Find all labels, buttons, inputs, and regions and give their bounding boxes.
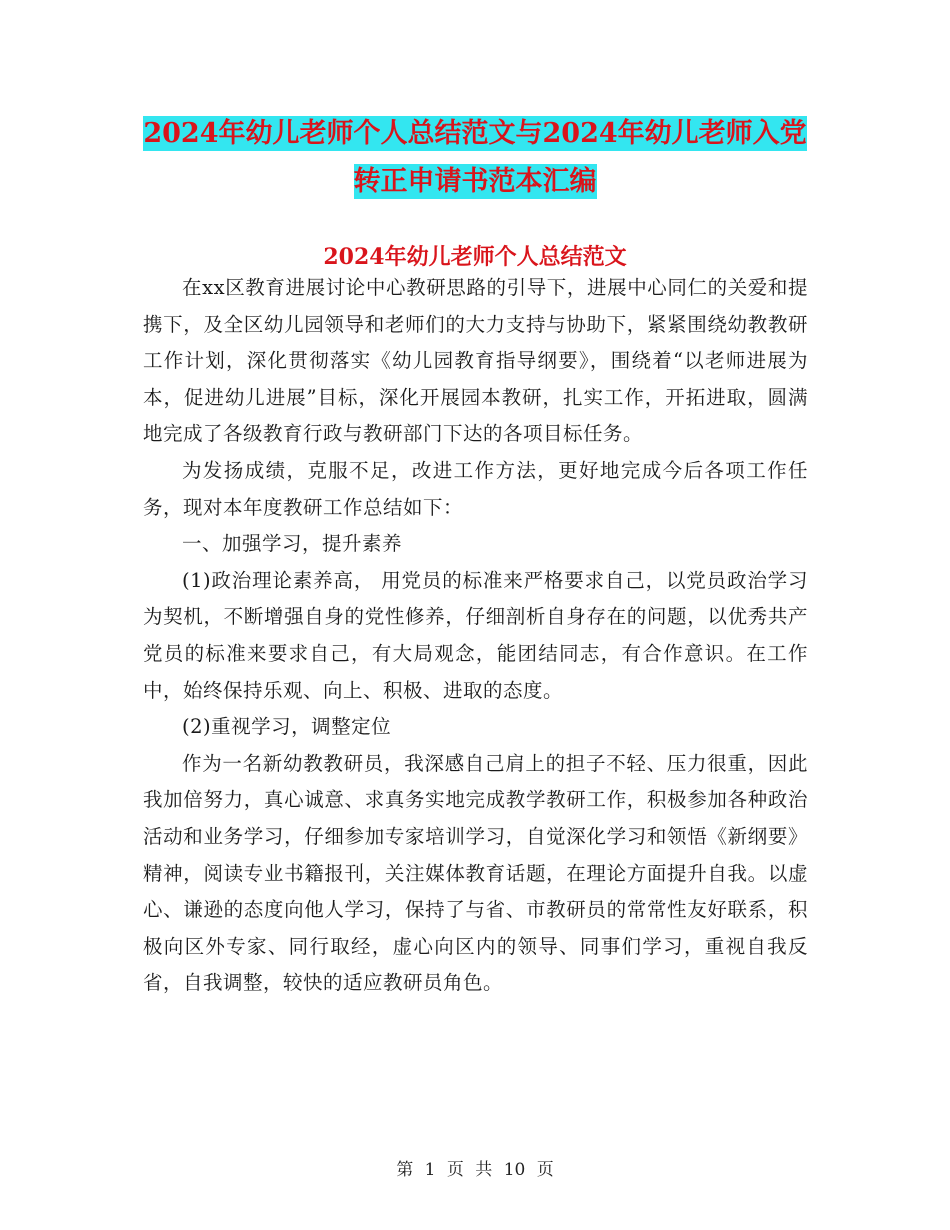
section-title: 2024年幼儿老师个人总结范文 [323,244,627,270]
paragraph: 作为一名新幼教教研员，我深感自己肩上的担子不轻、压力很重，因此我加倍努力，真心诚意、求真务实地完成教学教研工作，积极参加各种政治活动和业务学习，仔细参加专家培训学习，自觉深化学习和领悟《新纲要》精神，阅读专业书籍报刊，关注媒体教育话题，在理论方面提升自我。以虚心、谦逊的态度向他人学习，保持了与省、市教研员的常常性友好联系，积极向区外专家、同行取经，虚心向区内的领导、同事们学习，重视自我反省，自我调整，较快的适应教研员角色。 [143,751,808,995]
subheading: 一、加强学习，提升素养 [182,532,403,556]
document-body [143,270,808,1002]
subheading: (2)重视学习，调整定位 [182,715,392,739]
paragraph: 为发扬成绩，克服不足，改进工作方法，更好地完成今后各项工作任务，现对本年度教研工作总结如下： [143,458,808,519]
title-line-1: 2024年幼儿老师个人总结范文与2024年幼儿老师入党 [143,118,807,149]
title-line-2: 转正申请书范本汇编 [353,166,597,197]
paragraph: 在xx区教育进展讨论中心教研思路的引导下，进展中心同仁的关爱和提携下，及全区幼儿园领导和老师们的大力支持与协助下，紧紧围绕幼教教研工作计划，深化贯彻落实《幼儿园教育指导纲要》，围绕着“以老师进展为本，促进幼儿进展”目标，深化开展园本教研，扎实工作，开拓进取，圆满地完成了各级教育行政与教研部门下达的各项目标任务。 [143,276,808,446]
document-title [0,110,950,206]
page-footer: 第 1 页 共 10 页 [396,1160,554,1180]
paragraph: (1)政治理论素养高， 用党员的标准来严格要求自己，以党员政治学习为契机，不断增强自身的党性修养，仔细剖析自身存在的问题，以优秀共产党员的标准来要求自己，有大局观念，能团结同志，有合作意识。在工作中，始终保持乐观、向上、积极、进取的态度。 [143,568,808,702]
